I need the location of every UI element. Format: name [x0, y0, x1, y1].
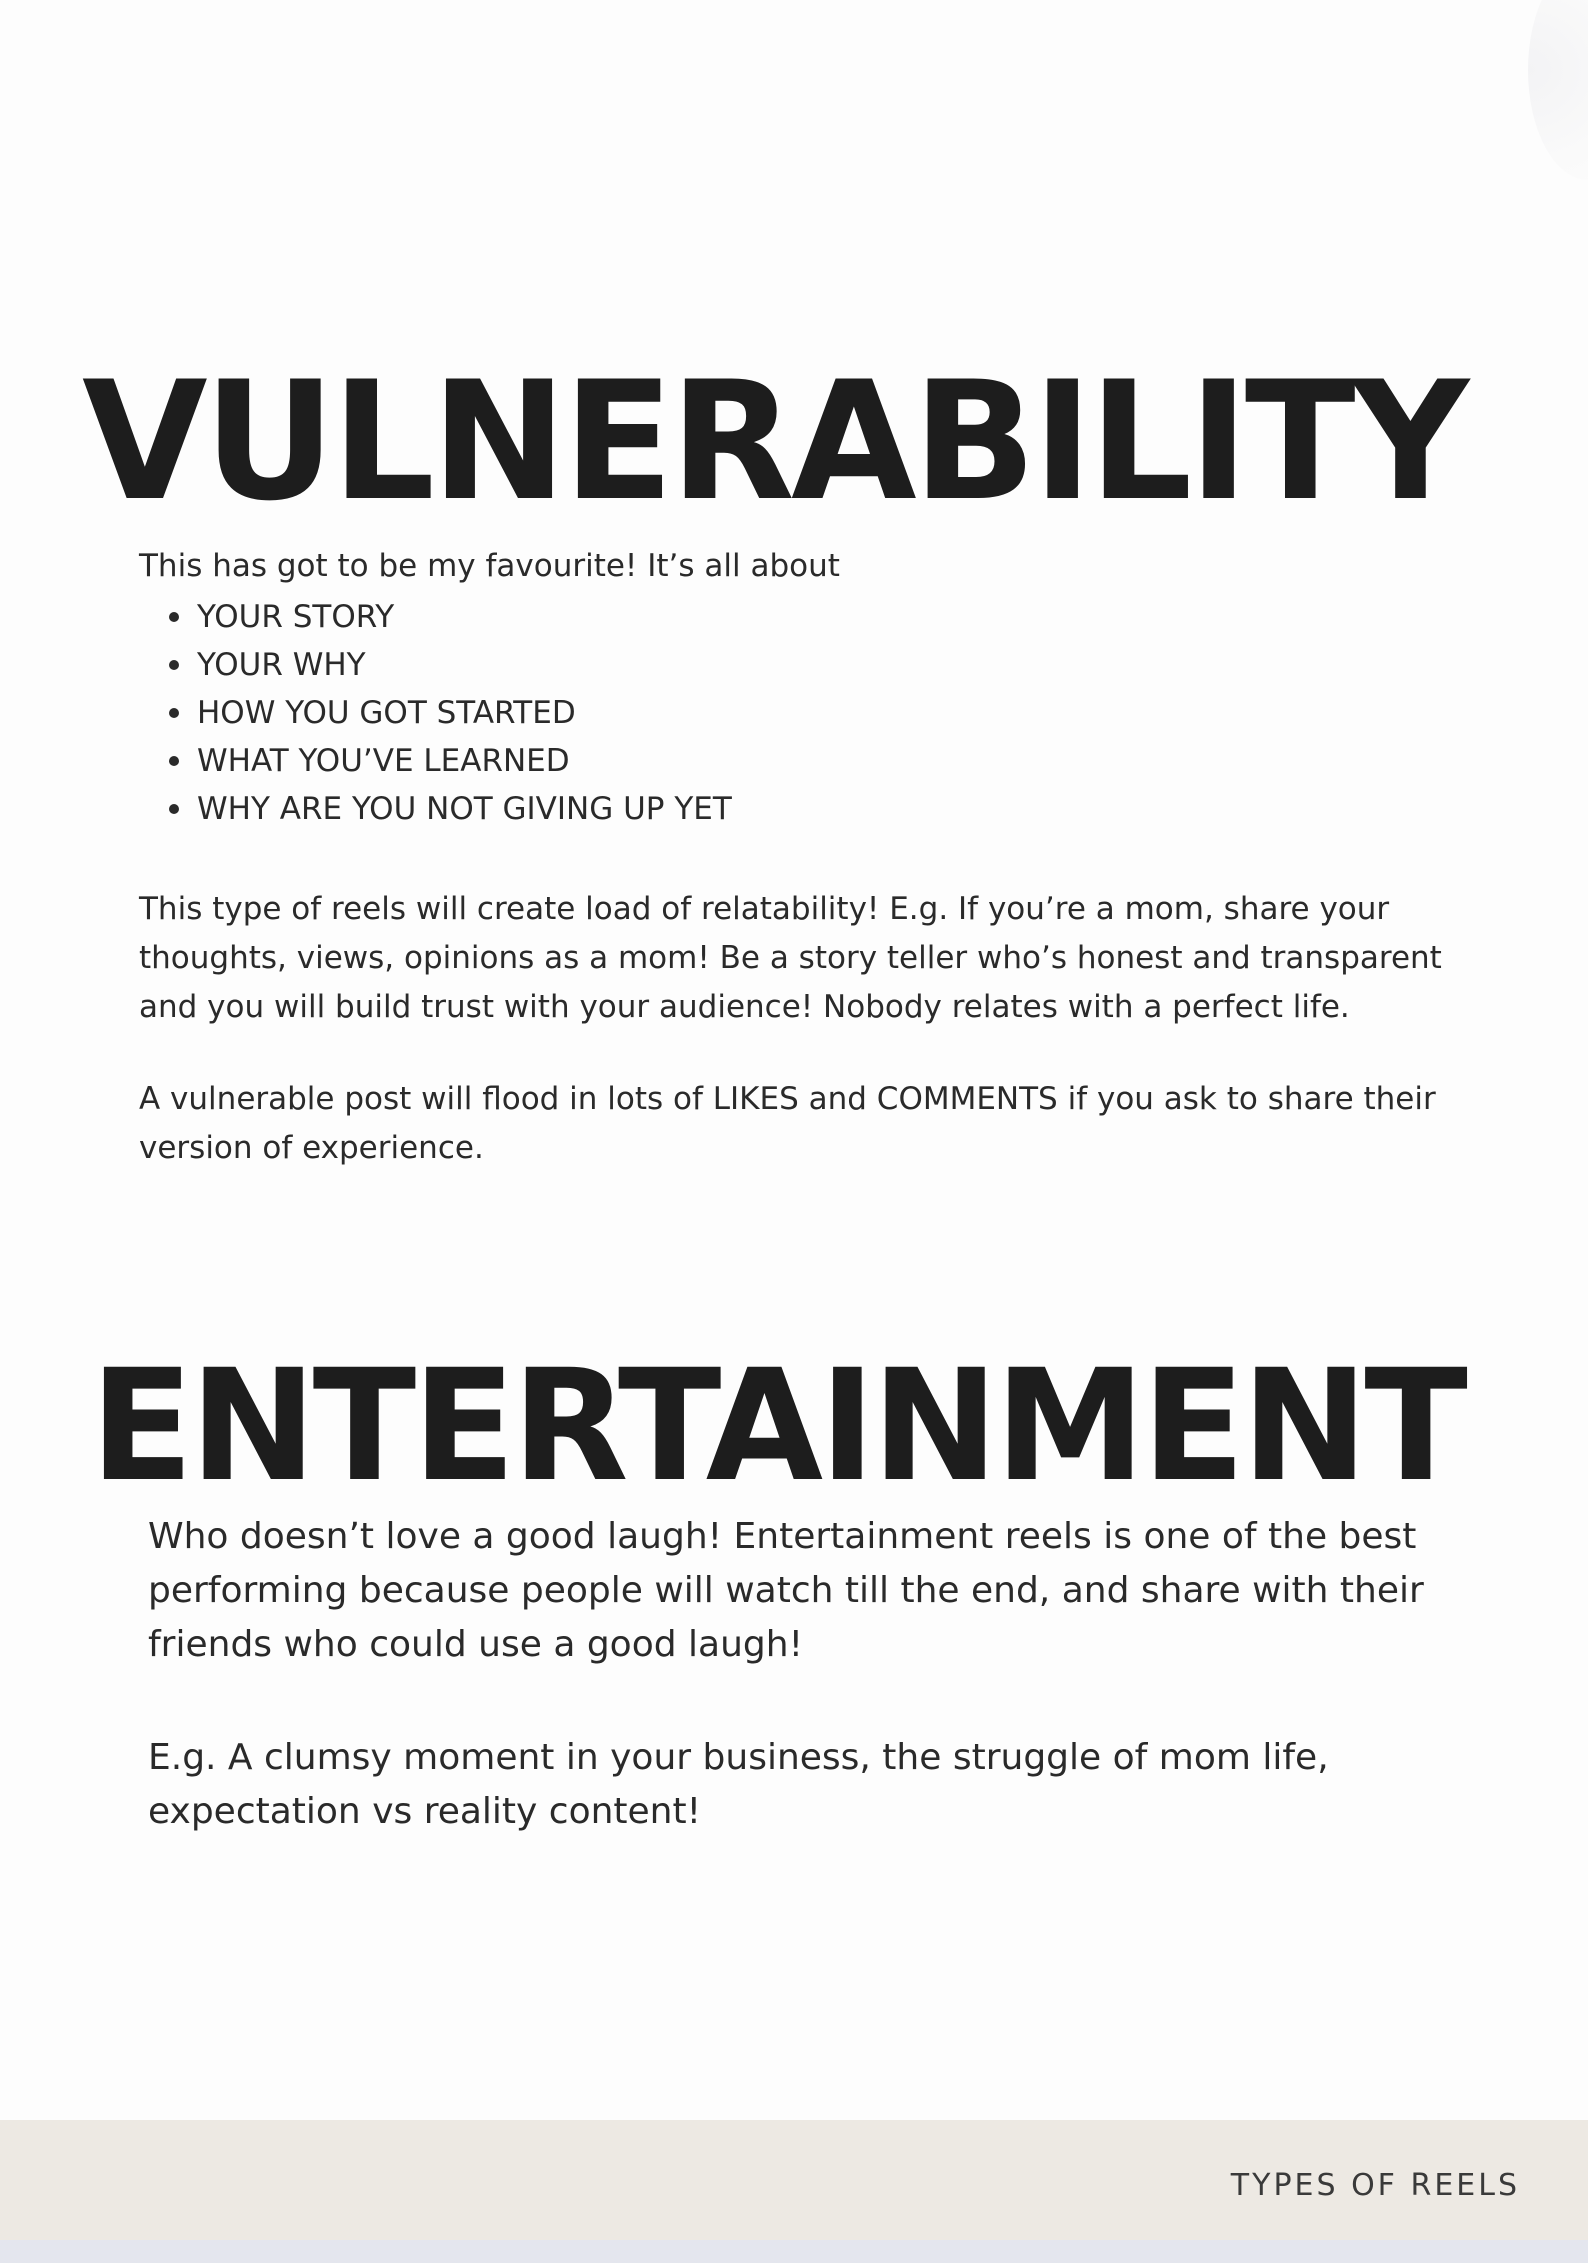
list-item	[139, 689, 732, 737]
vulnerability-bullet-list	[139, 593, 732, 833]
bullet-icon	[169, 756, 179, 766]
bullet-text: WHY ARE YOU NOT GIVING UP YET	[197, 791, 732, 827]
entertainment-laugh-paragraph: Who doesn’t love a good laugh! Entertainment reels is one of the best performing because people will watch till the end, and share with their friends who could use a good laugh!	[148, 1516, 1424, 1665]
footer-band	[0, 2120, 1588, 2240]
bottom-edge-strip	[0, 2240, 1588, 2263]
bullet-text: YOUR WHY	[197, 647, 366, 683]
corner-shadow	[1528, 0, 1588, 180]
entertainment-heading: ENTERTAINMENT	[90, 1337, 1464, 1516]
list-item	[139, 641, 732, 689]
bullet-text: WHAT YOU’VE LEARNED	[197, 743, 570, 779]
list-item	[139, 737, 732, 785]
footer-label: TYPES OF REELS	[1230, 2168, 1520, 2203]
vulnerability-post-paragraph: A vulnerable post will flood in lots of LIKES and COMMENTS if you ask to share their version of experience.	[139, 1081, 1436, 1166]
bullet-text: HOW YOU GOT STARTED	[197, 695, 576, 731]
bullet-icon	[169, 660, 179, 670]
vulnerability-intro: This has got to be my favourite! It’s all about	[139, 548, 840, 584]
entertainment-example-paragraph: E.g. A clumsy moment in your business, the struggle of mom life, expectation vs reality content!	[148, 1737, 1329, 1832]
vulnerability-relatability-paragraph: This type of reels will create load of relatability! E.g. If you’re a mom, share your thoughts, views, opinions as a mom! Be a story teller who’s honest and transparent and you will build trust with your audience! Nobody relates with a perfect life.	[139, 891, 1442, 1025]
bullet-icon	[169, 708, 179, 718]
bullet-text: YOUR STORY	[197, 599, 395, 635]
list-item	[139, 593, 732, 641]
bullet-icon	[169, 612, 179, 622]
bullet-icon	[169, 804, 179, 814]
vulnerability-heading: VULNERABILITY	[82, 346, 1466, 537]
list-item	[139, 785, 732, 833]
